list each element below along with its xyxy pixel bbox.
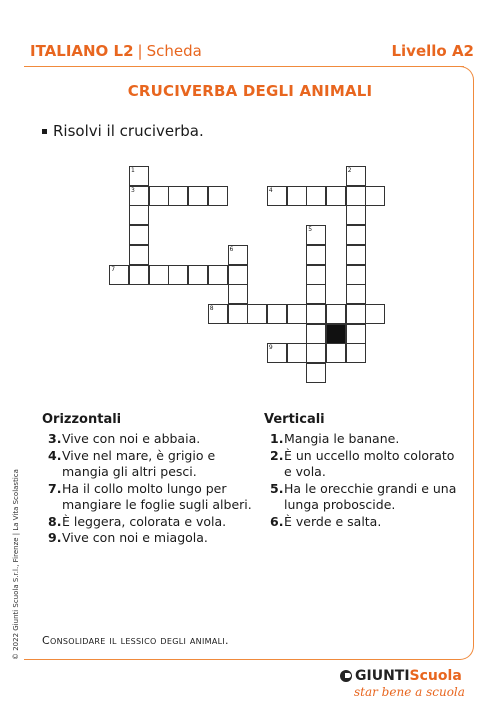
- crossword-cell[interactable]: [267, 304, 287, 324]
- publisher-logo: [340, 668, 470, 699]
- crossword-cell[interactable]: [228, 284, 248, 304]
- clue-item: 2. È un uccello molto colorato e vola.: [270, 447, 455, 479]
- crossword-cell[interactable]: [287, 343, 307, 363]
- crossword-cell[interactable]: [306, 284, 326, 304]
- crossword-cell[interactable]: [247, 304, 267, 324]
- clue-item: 9. Vive con noi e miagola.: [48, 530, 208, 545]
- crossword-cell-number: 5: [308, 226, 313, 234]
- crossword-cell[interactable]: [306, 363, 326, 383]
- crossword-cell[interactable]: [129, 186, 149, 206]
- crossword-cell[interactable]: [306, 265, 326, 285]
- brand-suffix: Scuola: [409, 668, 462, 684]
- crossword-cell-number: 2: [347, 167, 352, 174]
- crossword-black-cell: [326, 324, 346, 344]
- brand-name: GIUNTI: [355, 668, 410, 684]
- crossword-cell[interactable]: [326, 343, 346, 363]
- crossword-cell[interactable]: [228, 304, 248, 324]
- crossword-cell[interactable]: [287, 304, 307, 324]
- crossword-cell[interactable]: [188, 186, 208, 206]
- crossword-cell[interactable]: [346, 166, 366, 186]
- crossword-cell[interactable]: [208, 265, 228, 285]
- crossword-cell-number: 1: [131, 167, 135, 174]
- horizontal-clues: [42, 412, 252, 547]
- clue-item: 7. Ha il collo molto lungo per mangiare le foglie sugli alberi.: [48, 480, 252, 512]
- page-header: [30, 38, 474, 64]
- level-label: Livello A2: [391, 42, 474, 60]
- instruction: Risolvi il cruciverba.: [42, 122, 204, 140]
- crossword-cell-number: 6: [229, 245, 234, 253]
- crossword-cell[interactable]: [326, 186, 346, 206]
- crossword-cell[interactable]: [306, 245, 326, 265]
- worksheet-frame: [24, 66, 474, 660]
- crossword-cell[interactable]: [346, 284, 366, 304]
- learning-goal: Consolidare il lessico degli animali.: [42, 634, 229, 647]
- crossword-cell[interactable]: [188, 265, 208, 285]
- crossword-cell-number: 8: [209, 304, 214, 312]
- crossword-cell[interactable]: [346, 205, 366, 225]
- crossword-cell[interactable]: [365, 304, 385, 324]
- subject-label: ITALIANO L2 | Scheda: [30, 42, 202, 60]
- crossword-cell[interactable]: [306, 324, 326, 344]
- crossword-cell[interactable]: [306, 225, 326, 245]
- crossword-cell[interactable]: [306, 186, 326, 206]
- crossword-cell[interactable]: [346, 265, 366, 285]
- crossword-cell[interactable]: [129, 166, 149, 186]
- crossword-cell[interactable]: [346, 324, 366, 344]
- crossword-cell[interactable]: [228, 245, 248, 265]
- crossword-cell[interactable]: [326, 304, 346, 324]
- crossword-cell[interactable]: [287, 186, 307, 206]
- crossword-cell[interactable]: [365, 186, 385, 206]
- crossword-cell[interactable]: [267, 186, 287, 206]
- crossword-cell-number: 7: [111, 265, 116, 273]
- crossword-cell[interactable]: [228, 265, 248, 285]
- clue-item: 3. Vive con noi e abbaia.: [48, 431, 201, 446]
- brand-tagline: star bene a scuola: [354, 685, 465, 699]
- vertical-clues-title: Verticali: [264, 412, 325, 427]
- bullet-icon: [42, 129, 47, 134]
- crossword-cell[interactable]: [168, 186, 188, 206]
- horizontal-clues-title: Orizzontali: [42, 412, 122, 427]
- copyright-notice: © 2022 Giunti Scuola S.r.l., Firenze | La Vita Scolastica: [12, 469, 20, 660]
- crossword-cell[interactable]: [346, 186, 366, 206]
- crossword-cell[interactable]: [208, 186, 228, 206]
- crossword-cell-number: 4: [268, 186, 273, 194]
- crossword-cell[interactable]: [168, 265, 188, 285]
- crossword-cell-number: 3: [131, 186, 135, 194]
- crossword-cell[interactable]: [129, 245, 149, 265]
- crossword-cell[interactable]: [346, 245, 366, 265]
- crossword-cell[interactable]: [346, 304, 366, 324]
- clue-item: 4. Vive nel mare, è grigio e mangia gli altri pesci.: [48, 447, 216, 479]
- crossword-cell[interactable]: [149, 186, 169, 206]
- worksheet-title: CRUCIVERBA DEGLI ANIMALI: [127, 82, 373, 100]
- crossword-cell[interactable]: [306, 343, 326, 363]
- clue-item: 6. È verde e salta.: [270, 513, 382, 529]
- clue-item: 1. Mangia le banane.: [270, 431, 400, 446]
- crossword-cell[interactable]: [129, 225, 149, 245]
- crossword-cell[interactable]: [129, 205, 149, 225]
- clue-item: 8. È leggera, colorata e vola.: [48, 513, 227, 529]
- crossword-cell[interactable]: [129, 265, 149, 285]
- crossword-cell[interactable]: [267, 343, 287, 363]
- vertical-clues: [264, 412, 464, 530]
- crossword-cell[interactable]: [346, 225, 366, 245]
- crossword-cell[interactable]: [208, 304, 228, 324]
- crossword-cell[interactable]: [346, 343, 366, 363]
- crossword-cell[interactable]: [306, 304, 326, 324]
- crossword-cell[interactable]: [149, 265, 169, 285]
- giunti-logo-icon: [340, 670, 352, 682]
- clue-item: 5. Ha le orecchie grandi e una lunga proboscide.: [270, 480, 457, 512]
- crossword-cell-number: 9: [268, 344, 273, 352]
- crossword-cell[interactable]: [109, 265, 129, 285]
